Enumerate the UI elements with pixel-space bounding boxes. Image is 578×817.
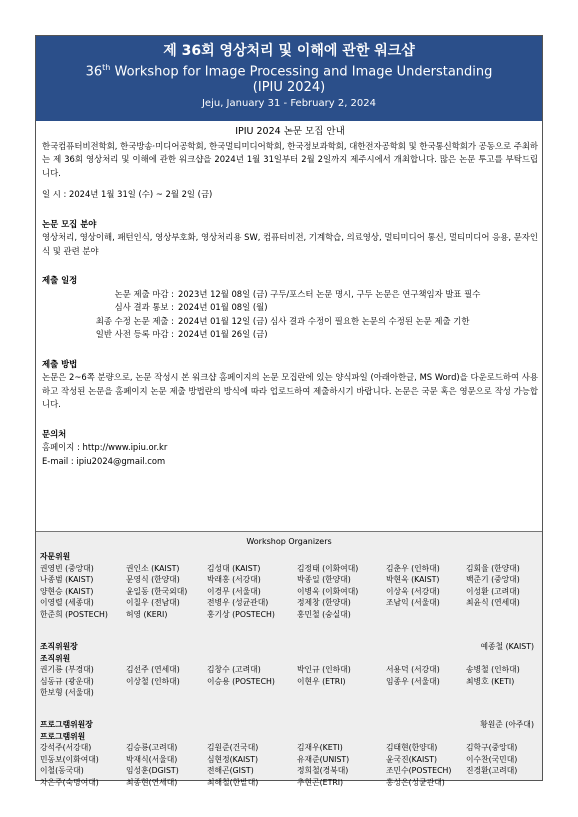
method-text: 논문은 2~6쪽 분량으로, 논문 작성시 본 워크샵 홈페이지의 논문 모집란에 있는 양식파일 (아래아한글, MS Word)을 다운로드하여 사용하고 작성된 논문을 홈페이지 논문 제출 방법란의 방식에 따라 업로드하여 제출하시기 바랍니다. 논문은 국문 혹은 영문으로 작성 가능합니다. <box>42 372 538 409</box>
organizer-name: 민동보(이화여대) <box>40 754 99 764</box>
poster-frame <box>35 35 543 787</box>
organizer-name: 권기룡 (부경대) <box>40 665 94 675</box>
organizer-name: 김선주 (연세대) <box>126 665 180 675</box>
organizer-name: 최해철(한밭대) <box>207 777 259 787</box>
organizer-name: 김춘우 (인하대) <box>386 563 440 573</box>
organizer-name: 송병철 (인하대) <box>466 665 520 675</box>
organizer-name: 이병욱 (이화여대) <box>297 586 359 596</box>
homepage-link[interactable]: 홈페이지 : http://www.ipiu.or.kr <box>42 442 168 452</box>
organizer-name: 한준희 (POSTECH) <box>40 609 108 619</box>
organizer-name: 임성훈(DGIST) <box>126 766 179 776</box>
organizer-name: 박래홍 (서강대) <box>207 575 261 585</box>
organizer-name: 홍기상 (POSTECH) <box>207 609 275 619</box>
notice-heading: IPIU 2024 논문 모집 안내 <box>235 126 345 137</box>
organizer-name: 이상철 (인하대) <box>126 676 180 686</box>
organizer-name: 윤국진(KAIST) <box>386 754 437 764</box>
organizer-name: 권인소 (KAIST) <box>126 563 180 573</box>
email-link[interactable]: E-mail : ipiu2024@gmail.com <box>42 455 166 466</box>
organizer-name: 이현우 (ETRI) <box>297 676 346 686</box>
organizer-name: 최종현(연세대) <box>126 777 178 787</box>
notice-body <box>42 125 538 468</box>
schedule-row: 심사 결과 통보 : 2024년 01월 08일 (월) <box>114 302 268 312</box>
organizer-name: 최윤식 (연세대) <box>466 598 520 608</box>
schedule-title: 제출 일정 <box>42 275 78 285</box>
title-english: 36th Workshop for Image Processing and Image Understanding <box>85 63 493 80</box>
organizer-name: 한보형 (서울대) <box>40 688 94 698</box>
fields-text: 영상처리, 영상이해, 패턴인식, 영상부호화, 영상처리용 SW, 컴퓨터비전, 기계학습, 의료영상, 멀티미디어 통신, 멀티미디어 응용, 문자인식 및 관련 분야 <box>42 232 538 256</box>
organizer-name: 전병우 (성균관대) <box>207 598 269 608</box>
organizer-name: 정제창 (한양대) <box>297 598 351 608</box>
organizer-name: 심동규 (광운대) <box>40 676 94 686</box>
schedule-row: 최종 수정 논문 제출 : 2024년 01월 12일 (금) 심사 결과 수정이 필요한 논문의 수정된 논문 제출 기한 <box>95 315 470 326</box>
committee-list <box>40 664 538 699</box>
organizer-name: 백준기 (중앙대) <box>466 575 520 585</box>
organizer-name: 이상욱 (서강대) <box>386 586 440 596</box>
advisory-heading: 자문위원 <box>40 552 71 561</box>
organizer-name: 김승룡(고려대) <box>126 743 178 753</box>
committee-group <box>40 641 538 699</box>
organizer-name: 정희철(경북대) <box>297 766 349 776</box>
organizer-name: 조남익 (서울대) <box>386 598 440 608</box>
organizer-name: 김성대 (KAIST) <box>207 563 261 573</box>
organizer-name <box>297 687 386 699</box>
organizer-name: 양현승 (KAIST) <box>40 586 94 596</box>
organizer-name: 이성환 (고려대) <box>466 586 520 596</box>
advisory-list <box>40 563 538 621</box>
organizers-section <box>36 532 542 787</box>
organizer-name: 윤일동 (한국외대) <box>126 586 188 596</box>
organizer-name <box>466 777 538 789</box>
program-chair-row: 프로그램위원장 황원준 (아주대) <box>40 720 534 729</box>
organizer-name: 이승용 (POSTECH) <box>207 676 275 686</box>
organizers-title: Workshop Organizers <box>246 537 332 546</box>
title-banner <box>36 36 542 121</box>
organizer-name <box>466 687 538 699</box>
organizer-name: 김학구(중앙대) <box>466 743 518 753</box>
organizer-name: 박재식(서울대) <box>126 754 178 764</box>
organizer-name: 차은주(숙명여대) <box>40 777 99 787</box>
organizer-name: 박인규 (인하대) <box>297 665 351 675</box>
organizer-name: 전해곤(GIST) <box>207 766 254 776</box>
organizer-name: 김태현(한양대) <box>386 743 438 753</box>
organizer-name: 김원준(건국대) <box>207 743 259 753</box>
organizer-name: 권영빈 (중앙대) <box>40 563 94 573</box>
organizer-name: 서용덕 (서강대) <box>386 665 440 675</box>
fields-title: 논문 모집 분야 <box>42 218 97 229</box>
organizer-name: 진경환(고려대) <box>466 766 518 776</box>
title-korean: 제 36회 영상처리 및 이해에 관한 워크샵 <box>163 43 415 59</box>
organizer-name: 심현정(KAIST) <box>207 754 258 764</box>
method-title: 제출 방법 <box>42 358 78 369</box>
organizer-name <box>386 687 466 699</box>
organizer-name: 김재우(KETI) <box>297 743 343 753</box>
date-line: 일 시 : 2024년 1월 31일 (수) ~ 2월 2일 (금) <box>42 189 213 199</box>
advisory-group <box>40 551 538 621</box>
program-heading: 프로그램위원 <box>40 731 86 741</box>
organizer-name: 문영식 (한양대) <box>126 575 180 585</box>
organizer-name <box>386 609 466 621</box>
organizer-name: 김회율 (한양대) <box>466 563 520 573</box>
organizer-name: 허영 (KERI) <box>126 609 168 619</box>
organizer-name: 홍성은(성균관대) <box>386 777 445 787</box>
program-group <box>40 719 538 789</box>
organizer-name: 이수찬(국민대) <box>466 754 518 764</box>
organizer-name: 조민수(POSTECH) <box>386 766 452 776</box>
organizer-name: 나종범 (KAIST) <box>40 575 94 585</box>
organizer-name <box>466 609 538 621</box>
organizer-name <box>126 687 207 699</box>
committee-chair-row: 조직위원장 예종철 (KAIST) <box>40 642 534 651</box>
organizer-name: 김정태 (이화여대) <box>297 563 359 573</box>
organizer-name: 임종우 (서울대) <box>386 676 440 686</box>
event-dates: Jeju, January 31 - February 2, 2024 <box>201 98 376 110</box>
program-list <box>40 742 538 788</box>
organizer-name <box>207 687 297 699</box>
organizer-name: 이철(동국대) <box>40 766 84 776</box>
organizer-name: 최병호 (KETI) <box>466 676 515 686</box>
organizer-name: 추현곤(ETRI) <box>297 777 344 787</box>
organizer-name: 김창수 (고려대) <box>207 665 261 675</box>
schedule-row: 논문 제출 마감 : 2023년 12월 08일 (금) 구두/포스터 논문 명시, 구두 논문은 연구책임자 발표 필수 <box>114 288 481 299</box>
organizer-name: 유재준(UNIST) <box>297 754 350 764</box>
organizer-name: 박종일 (한양대) <box>297 575 351 585</box>
organizer-name: 이경무 (서울대) <box>207 586 261 596</box>
committee-heading: 조직위원 <box>40 653 71 663</box>
schedule-row: 일반 사전 등록 마감 : 2024년 01월 26일 (금) <box>95 329 268 339</box>
intro-paragraph: 한국컴퓨터비전학회, 한국방송·미디어공학회, 한국멀티미디어학회, 한국정보과학회, 대한전자공학회 및 한국통신학회가 공동으로 주최하는 제 36회 영상처리 및 이해에 관한 워크샵을 2024년 1월 31일부터 2월 2일까지 제주시에서 개최합니다. 많은 논문 투고를 부탁드립니다. <box>42 140 538 178</box>
contact-title: 문의처 <box>42 428 67 439</box>
organizer-name: 이영렬 (세종대) <box>40 598 94 608</box>
organizer-name: 박현욱 (KAIST) <box>386 575 440 585</box>
title-abbreviation: (IPIU 2024) <box>252 80 326 96</box>
organizer-name: 이칠우 (전남대) <box>126 598 180 608</box>
organizer-name: 강석주(서강대) <box>40 743 92 753</box>
organizer-name: 홍민철 (숭실대) <box>297 609 351 619</box>
